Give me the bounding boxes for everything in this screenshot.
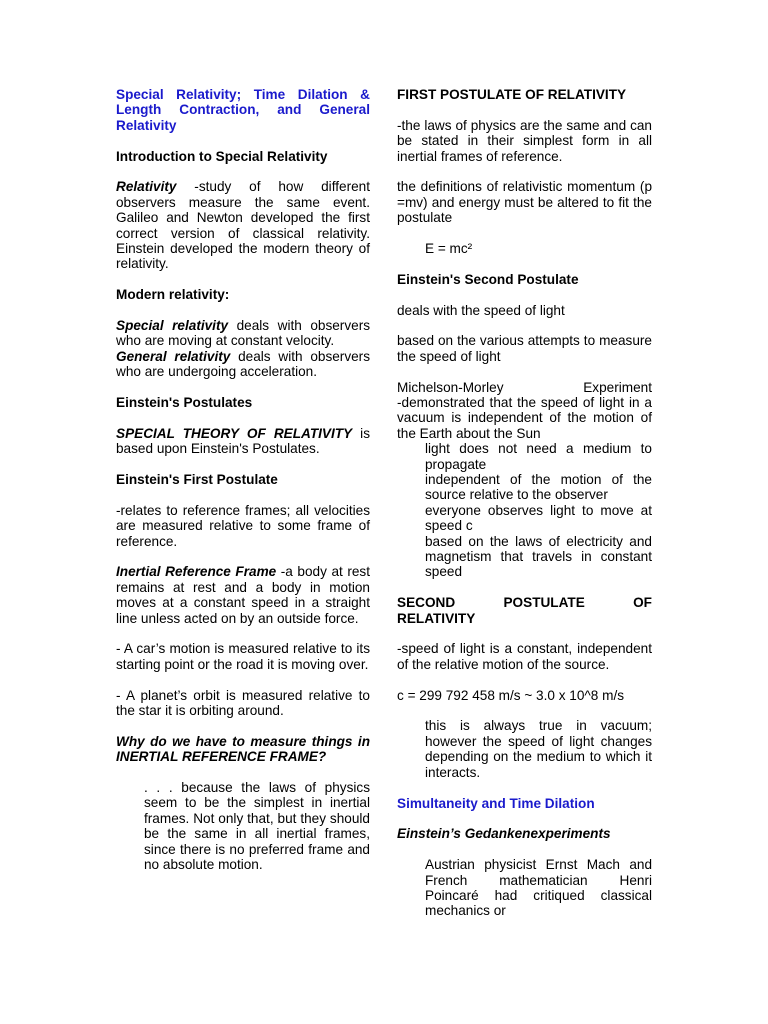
second-postulate-heading: Einstein's Second Postulate [397, 271, 579, 287]
second-word-2: POSTULATE [503, 595, 585, 611]
second-postulate-heading-line [397, 595, 652, 610]
relativity-paragraph [116, 179, 370, 271]
general-relativity-definition: deals with observers who are undergoing acceleration. [116, 348, 371, 380]
mm-word-2: Experiment [583, 379, 652, 395]
special-theory-term: SPECIAL THEORY OF RELATIVITY [116, 425, 353, 441]
michelson-morley-block [397, 380, 652, 580]
momentum-text: the definitions of relativistic momentum (p =mv) and energy must be altered to fit the postulate [397, 179, 652, 226]
gedanken-heading: Einstein’s Gedankenexperiments [397, 826, 611, 842]
second-word-1: SECOND [397, 595, 456, 611]
first-postulate-relativity-text: -the laws of physics are the same and can be stated in their simplest form in all inertial frames of reference. [397, 117, 652, 164]
special-theory-definition: is based upon Einstein's Postulates. [116, 425, 371, 457]
vacuum-text: this is always true in vacuum; however the speed of light changes depending on the medium to which it interacts. [425, 718, 652, 780]
light-bullet-1: light does not need a medium to propagate [425, 441, 652, 472]
second-word-4: RELATIVITY [397, 610, 476, 626]
second-postulate-relativity-heading [397, 595, 652, 626]
first-postulate-heading: Einstein's First Postulate [116, 472, 278, 488]
inertial-frame-term: Inertial Reference Frame [116, 564, 277, 580]
speed-of-light-value: c = 299 792 458 m/s ~ 3.0 x 10^8 m/s [397, 687, 625, 703]
light-bullet-3: everyone observes light to move at speed c [425, 502, 652, 534]
car-example: - A car’s motion is measured relative to its starting point or the road it is moving over. [116, 641, 370, 672]
michelson-morley-heading [397, 380, 652, 395]
attempts-text: based on the various attempts to measure the speed of light [397, 333, 652, 364]
question-heading: Why do we have to measure things in INERTIAL REFERENCE FRAME? [116, 733, 370, 765]
mach-text: Austrian physicist Ernst Mach and French mathematician Henri Poincaré had critiqued classical mechanics or [425, 857, 652, 919]
special-relativity-term: Special relativity [116, 318, 229, 334]
first-postulate-text: -relates to reference frames; all velocities are measured relative to some frame of reference. [116, 502, 370, 549]
second-word-3: OF [633, 595, 652, 611]
energy-equation: E = mc² [425, 241, 473, 257]
relativity-types-paragraph [116, 318, 370, 380]
right-column [397, 87, 652, 919]
inertial-frame-paragraph [116, 564, 370, 626]
general-relativity-term: General relativity [116, 348, 231, 364]
speed-constant-text: -speed of light is a constant, independent of the relative motion of the source. [397, 641, 652, 672]
modern-relativity-heading: Modern relativity: [116, 287, 230, 303]
left-column [116, 87, 370, 888]
planet-example: - A planet’s orbit is measured relative to the star it is orbiting around. [116, 687, 370, 719]
first-postulate-relativity-heading: FIRST POSTULATE OF RELATIVITY [397, 87, 627, 102]
document-title: Special Relativity; Time Dilation & Length Contraction, and General Relativity [116, 87, 370, 133]
light-bullet-2: independent of the motion of the source relative to the observer [425, 472, 652, 503]
mach-text-clip [397, 857, 652, 919]
simultaneity-heading: Simultaneity and Time Dilation [397, 795, 595, 811]
relativity-term: Relativity [116, 179, 177, 195]
postulates-heading: Einstein's Postulates [116, 395, 253, 411]
michelson-morley-text: -demonstrated that the speed of light in a vacuum is independent of the motion of the Earth about the Sun [397, 395, 652, 441]
light-bullet-4: based on the laws of electricity and magnetism that travels in constant speed [425, 533, 652, 580]
special-theory-paragraph [116, 426, 370, 457]
inertial-frame-definition: -a body at rest remains at rest and a body in motion moves at a constant speed in a straight line unless acted on by an outside force. [116, 564, 370, 626]
special-relativity-definition: deals with observers who are moving at constant velocity. [116, 318, 371, 349]
speed-of-light-text: deals with the speed of light [397, 302, 565, 318]
intro-heading: Introduction to Special Relativity [116, 148, 328, 164]
answer-paragraph: . . . because the laws of physics seem to be the simplest in inertial frames. Not only that, but they should be the same in all inertial frames, since there is no preferred frame and no absolute motion. [144, 780, 370, 873]
mm-word-1: Michelson-Morley [397, 379, 504, 395]
relativity-definition: -study of how different observers measure the same event. Galileo and Newton developed the first correct version of classical relativity. Einstein developed the modern theory of relativity. [116, 179, 370, 272]
